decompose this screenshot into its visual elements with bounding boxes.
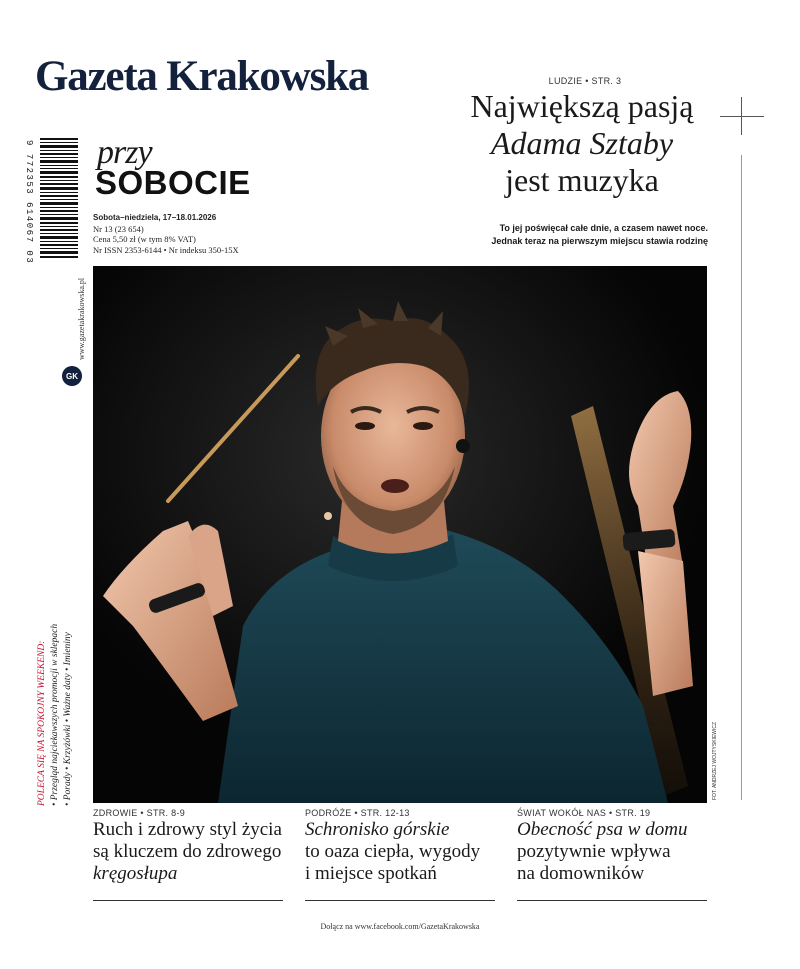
promo-item-1: • Przegląd najciekawszych promocji w sklepach [50,623,60,806]
lead-deck-line-1: To jej poświęcał całe dnie, a czasem nawet noce. [499,223,708,233]
website-link[interactable]: www.gazetakrakowska.pl [77,277,86,360]
teaser-line: Obecność psa w domu [517,819,688,840]
issue-price: Cena 5,50 zł (w tym 8% VAT) [93,234,196,244]
teaser-line: na domowników [517,863,645,884]
teaser-line: kręgosłupa [93,863,178,884]
teaser-rule [517,900,707,901]
sidebar-promo [36,623,75,806]
crosshair-vertical [741,97,742,135]
lead-headline-line-2: Adama Sztaby [490,125,674,161]
right-margin-rule [741,155,742,800]
teaser-headline [305,819,495,885]
teaser-line: są kluczem do zdrowego [93,841,282,862]
issue-date: Sobota–niedziela, 17–18.01.2026 [93,213,217,222]
teaser-headline [93,819,283,885]
teaser-kicker: ŚWIAT WOKÓŁ NAS • STR. 19 [517,808,651,818]
promo-heading: POLECA SIĘ NA SPOKOJNY WEEKEND: [37,640,47,806]
promo-item-2: • Porady • Krzyżówki • Ważne daty • Imieniny [63,632,73,806]
teaser-world[interactable] [517,808,707,885]
teaser-kicker: ZDROWIE • STR. 8-9 [93,808,186,818]
issue-number: Nr 13 (23 654) [93,223,144,234]
teaser-kicker: PODRÓŻE • STR. 12-13 [305,808,410,818]
lead-deck-line-2: Jednak teraz na pierwszym miejscu stawia rodzinę [491,236,708,246]
teaser-travel[interactable] [305,808,495,885]
photo-credit: FOT. ANDRZEJ WOJTYSKIEWICZ [712,721,718,800]
section-logo-script: przy [97,134,152,171]
section-logo [95,134,295,208]
lead-headline-line-3: jest muzyka [505,162,659,198]
lead-deck [440,222,708,248]
lead-kicker: LUDZIE • STR. 3 [548,76,622,86]
teaser-line: pozytywnie wpływa [517,841,671,862]
section-logo-title: SOBOCIE [95,164,251,201]
teaser-headline [517,819,707,885]
teaser-line: Schronisko górskie [305,819,450,840]
issue-issn: Nr ISSN 2353-6144 • Nr indeksu 350-15X [93,244,239,255]
teaser-line: to oaza ciepła, wygody [305,841,481,862]
footer-facebook-link[interactable]: Dołącz na www.facebook.com/GazetaKrakowska [320,922,480,931]
gk-logo-icon: GK [62,366,82,386]
issue-info [93,213,313,255]
teaser-line: i miejsce spotkań [305,863,437,884]
masthead-title: Gazeta Krakowska [35,53,369,100]
teaser-rule [93,900,283,901]
teaser-line: Ruch i zdrowy styl życia [93,819,282,840]
barcode-digits: 9 772353 614067 03 [24,140,34,265]
lead-headline-line-1: Największą pasją [470,88,694,124]
conductor-illustration [93,266,707,803]
teaser-health[interactable] [93,808,283,885]
crosshair-horizontal [720,116,764,117]
cover-photo[interactable] [93,266,707,803]
barcode [40,138,78,258]
lead-headline[interactable] [452,88,712,199]
teaser-rule [305,900,495,901]
